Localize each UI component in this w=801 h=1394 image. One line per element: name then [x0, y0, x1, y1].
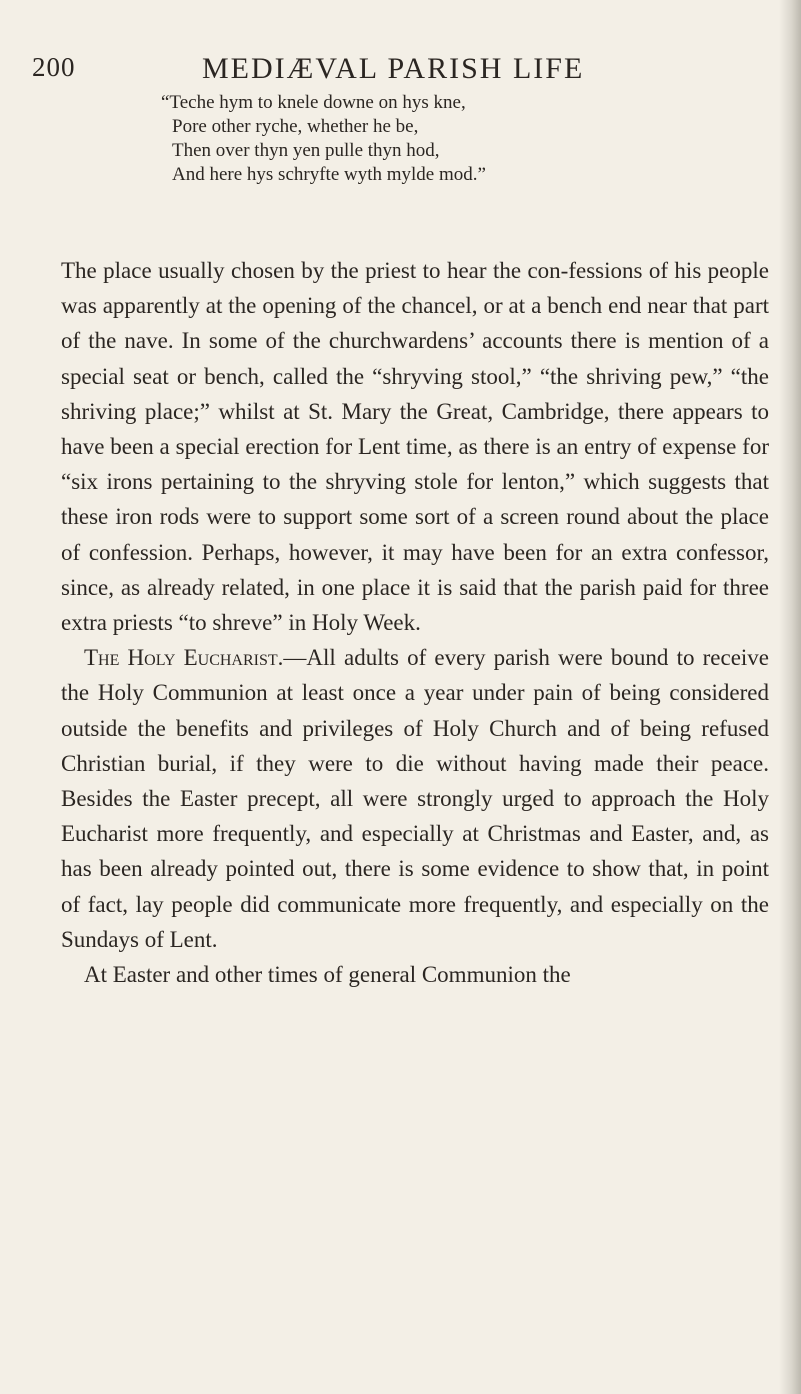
body-text: [61, 253, 769, 992]
paragraph-holy-eucharist-text: —All adults of every parish were bound to receive the Holy Communion at least once a year under pain of being considered outside the benefits and privileges of Holy Church and of being refused Christian burial, if they were to die without having made their peace. Besides the Easter precept, all were strongly urged to approach the Holy Eucharist more frequently, and especially at Christmas and Easter, and, as has been already pointed out, there is some evidence to show that, in point of fact, lay people did communicate more frequently, and especially on the Sundays of Lent.: [61, 645, 770, 952]
running-title: MEDIÆVAL PARISH LIFE: [202, 52, 585, 85]
paragraph-confession-place: The place usually chosen by the priest to hear the con-fessions of his people was apparently at the opening of the chancel, or at a bench end near that part of the nave. In some of the churchwardens’ accounts there is mention of a special seat or bench, called the “shryving stool,” “the shriving pew,” “the shriving place;” whilst at St. Mary the Great, Cambridge, there appears to have been a special erection for Lent time, as there is an entry of expense for “six irons pertaining to the shryving stole for lenton,” which suggests that these iron rods were to support some sort of a screen round about the place of confession. Perhaps, however, it may have been for an extra confessor, since, as already related, in one place it is said that the parish paid for three extra priests “to shreve” in Holy Week.: [61, 258, 769, 636]
page-edge-shadow: [779, 0, 801, 1394]
paragraph-easter-communion: At Easter and other times of general Communion the: [84, 962, 571, 988]
page-number: 200: [32, 52, 76, 82]
verse-line: “Teche hym to knele downe on hys kne,: [161, 92, 466, 113]
verse-quotation: [161, 91, 732, 187]
running-head: [32, 52, 752, 96]
section-heading-holy-eucharist: The Holy Eucharist.: [84, 645, 284, 671]
paragraph-holy-eucharist: [61, 640, 769, 957]
verse-line: Pore other ryche, whether he be,: [172, 116, 419, 137]
verse-line: And here hys schryfte wyth mylde mod.”: [172, 164, 486, 185]
verse-line: Then over thyn yen pulle thyn hod,: [172, 140, 440, 161]
